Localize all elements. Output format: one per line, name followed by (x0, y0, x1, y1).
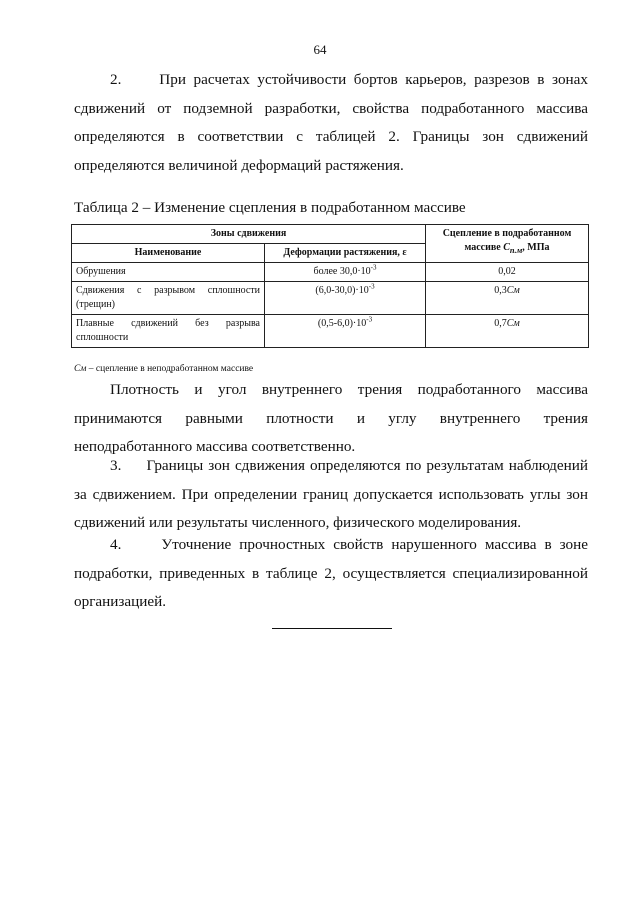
row-cohesion: 0,02 (426, 263, 589, 282)
row-deformation: $(0,5-6,0)\cdot 10^{-3}$ (265, 315, 426, 348)
paragraph-3 (74, 452, 588, 538)
header-zones: Зоны сдвижения (72, 225, 426, 244)
header-name: Наименование (72, 244, 265, 263)
paragraph-text: Плотность и угол внутреннего трения подработанного массива принимаются равными плотности и углу внутреннего трения неподработанного массива соответственно. (74, 381, 588, 455)
table-footnote: Cм – сцепление в неподработанном массиве (74, 364, 254, 374)
row-name: Сдвижения с разрывом сплошности (трещин) (72, 282, 265, 315)
table-caption: Таблица 2 – Изменение сцепления в подработанном массиве (74, 199, 466, 216)
paragraph-4 (74, 531, 588, 617)
row-deformation: $(6,0-30,0)\cdot 10^{-3}$ (265, 282, 426, 315)
paragraph-2 (74, 66, 588, 180)
table-row (72, 315, 589, 348)
paragraph-text: Границы зон сдвижения определяются по результатам наблюдений за сдвижением. При определении границ допускается использовать углы зон сдвижений или результаты численного, физического моделирования. (74, 457, 589, 531)
row-deformation: более $30,0\cdot 10^{-3}$ (265, 263, 426, 282)
header-deformation: Деформации растяжения, ε (265, 244, 426, 263)
table-row (72, 263, 589, 282)
row-name: Обрушения (72, 263, 265, 282)
table-row (72, 282, 589, 315)
cohesion-table (71, 224, 589, 348)
row-cohesion: 0,3Cм (426, 282, 589, 315)
paragraph-number: 4. (110, 536, 122, 553)
paragraph-text: При расчетах устойчивости бортов карьеров, разрезов в зонах сдвижений от подземной разработки, свойства подработанного массива определяются в соответствии с таблицей 2. Границы зон сдвижений определяются величиной деформаций растяжения. (74, 71, 588, 174)
row-name: Плавные сдвижений без разрыва сплошности (72, 315, 265, 348)
paragraph-text: Уточнение прочностных свойств нарушенного массива в зоне подработки, приведенных в таблице 2, осуществляется специализированной организацией. (74, 536, 589, 610)
row-cohesion: 0,7Cм (426, 315, 589, 348)
header-cohesion: Сцепление в подработанном массиве $C_{п.м}$, МПа (426, 225, 589, 263)
paragraph-number: 2. (110, 71, 122, 88)
end-divider (272, 628, 392, 629)
page-number: 64 (313, 42, 327, 57)
paragraph-density (74, 376, 588, 462)
paragraph-number: 3. (110, 457, 122, 474)
